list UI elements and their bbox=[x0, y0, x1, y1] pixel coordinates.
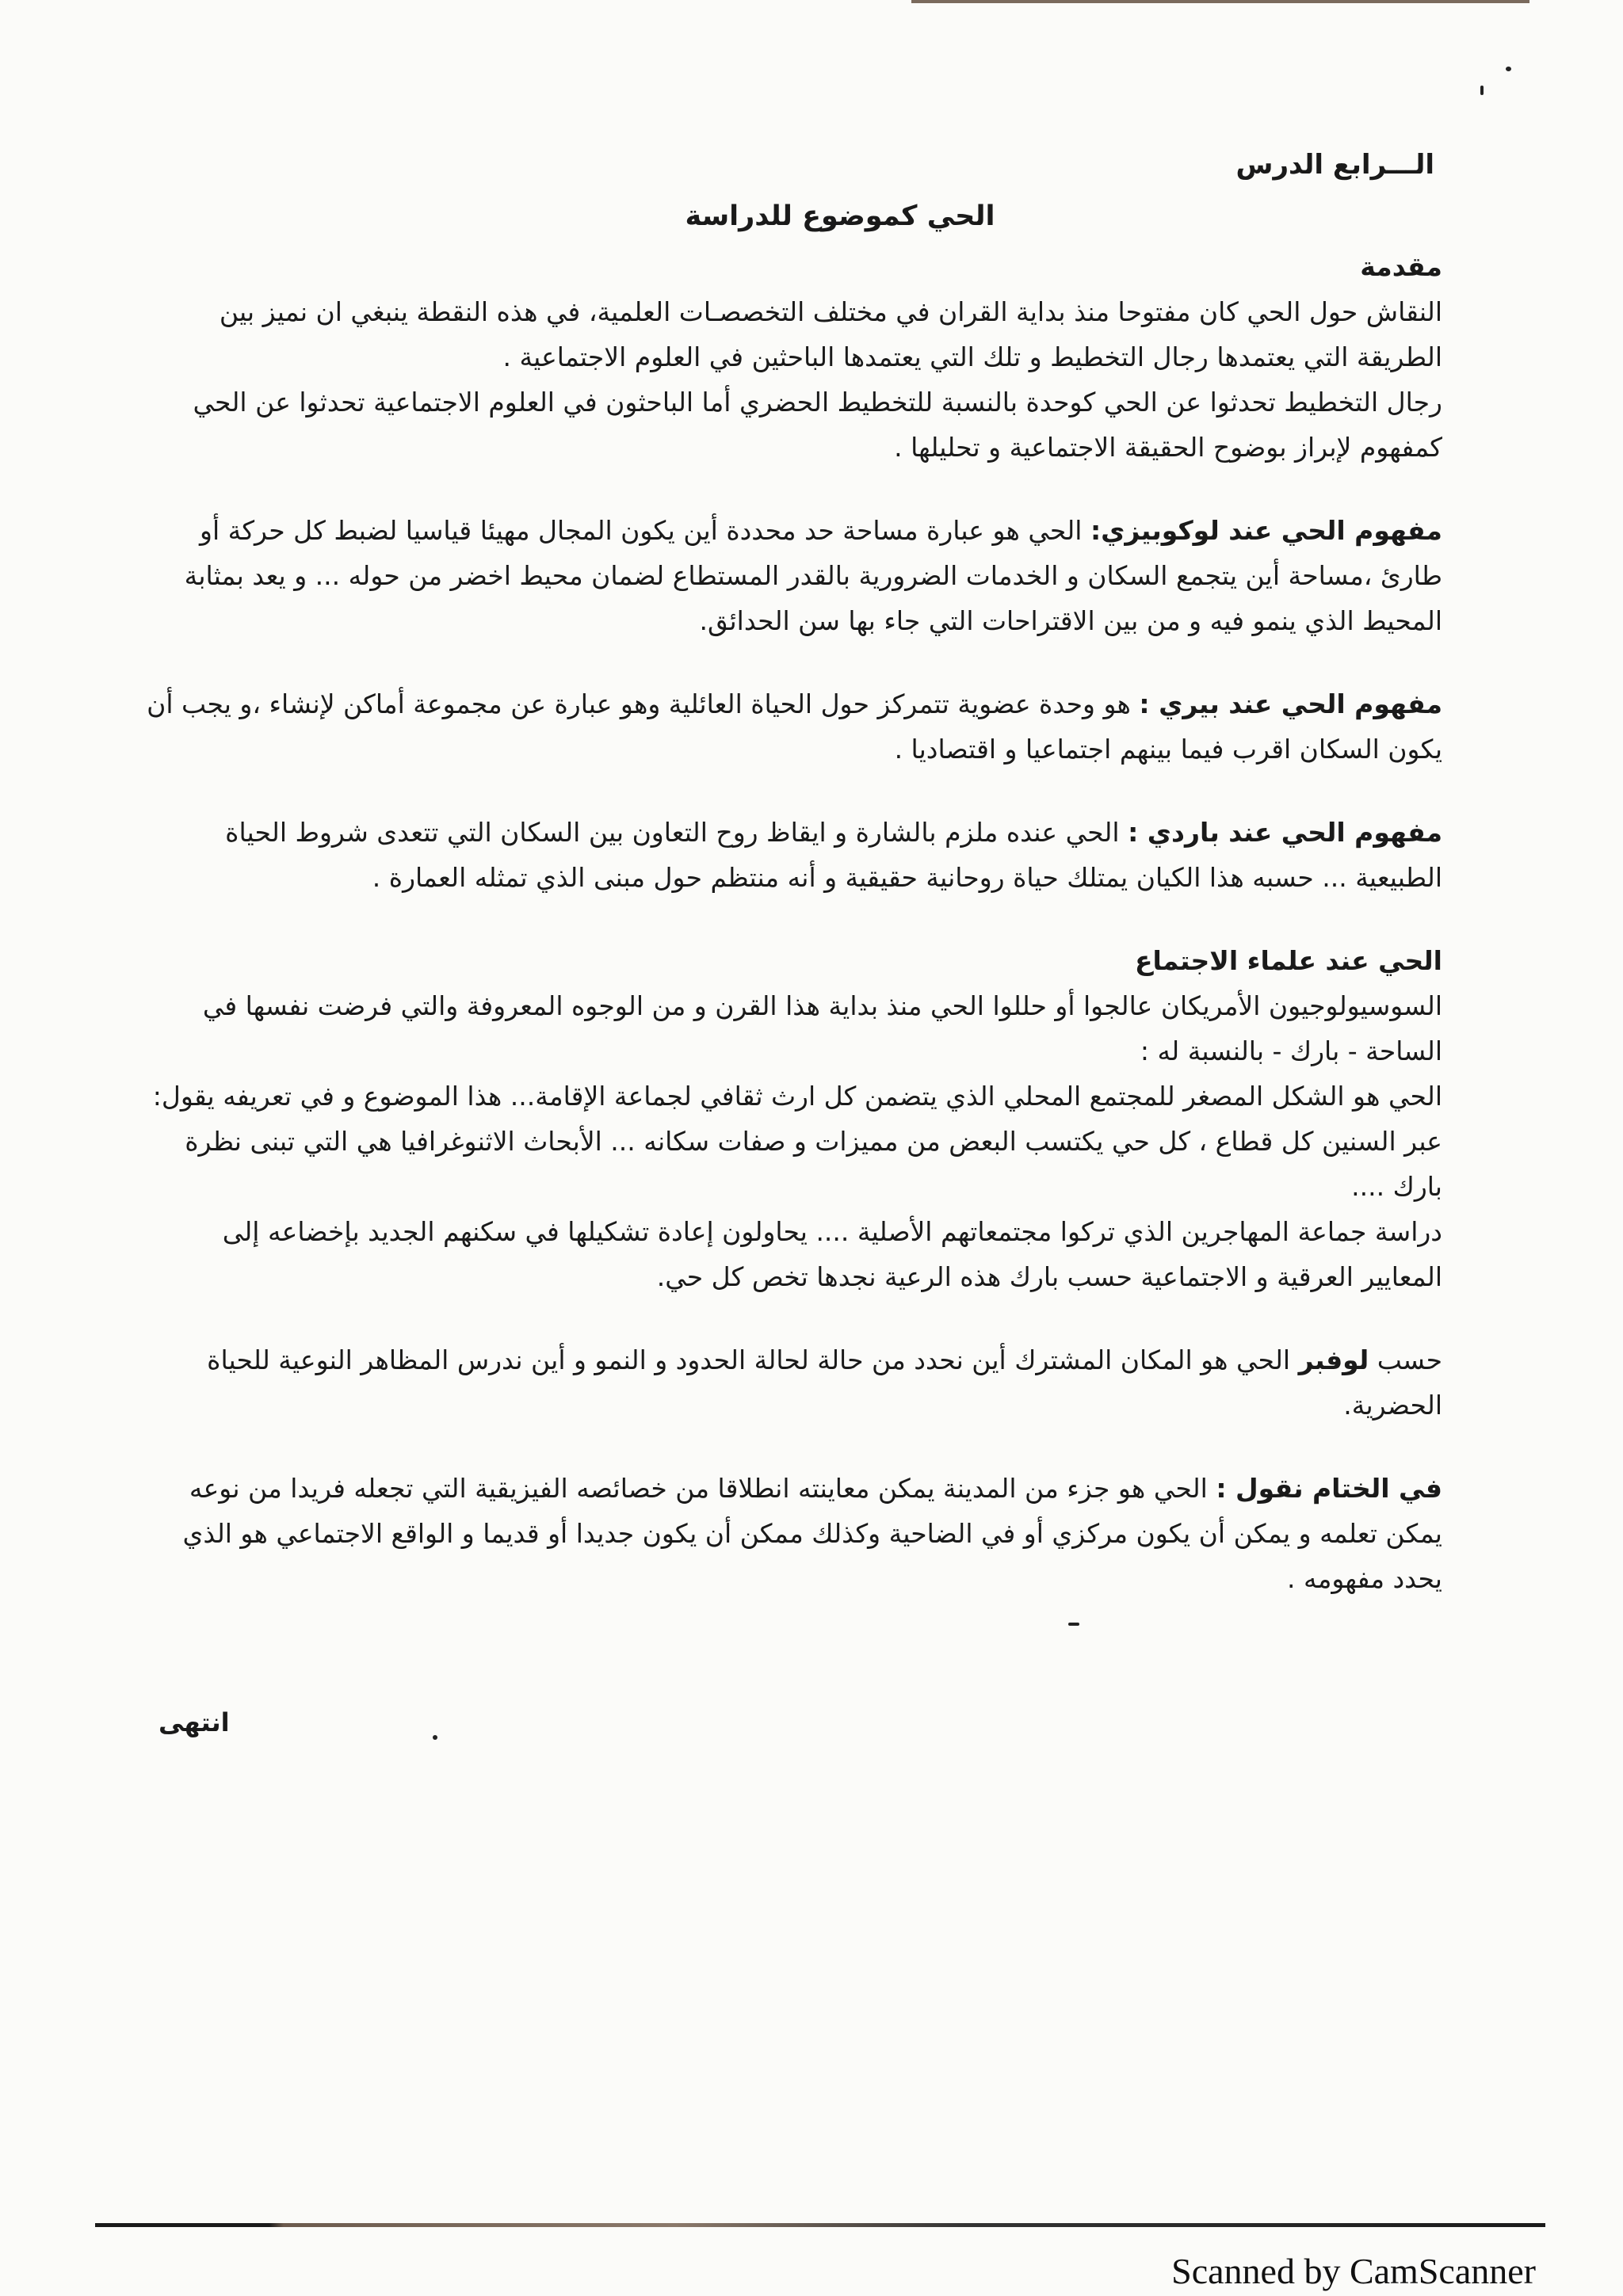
intro-heading: مقدمة bbox=[1360, 251, 1442, 282]
biri-section bbox=[143, 681, 1442, 772]
scan-top-edge bbox=[911, 0, 1529, 11]
sociologists-paragraph-4: دراسة جماعة المهاجرين الذي تركوا مجتمعاتهم الأصلية .... يحاولون إعادة تشكيلها في سكنهم الجديد بإخضاعه إلى المعايير العرقية و الاجتماعية حسب بارك هذه الرعية نجدها تخص كل حي. bbox=[222, 1216, 1442, 1292]
conclusion-text: الحي هو جزء من المدينة يمكن معاينته انطلاقا من خصائصه الفيزيقية التي تجعله فريدا من نوعه يمكن تعلمه و يمكن أن يكون مركزي أو في الضاحية وكذلك ممكن أن يكون جديدا أو قديما و الواقع الاجتماعي هو الذي يحدد مفهومه . bbox=[182, 1473, 1442, 1594]
sociologists-section bbox=[143, 938, 1442, 1299]
intro-section bbox=[143, 244, 1442, 470]
scan-bottom-rule bbox=[95, 2223, 1545, 2227]
lofabr-section bbox=[143, 1337, 1442, 1428]
document-title: الحي كموضوع للدراسة bbox=[685, 200, 995, 232]
lofabr-text: الحي هو المكان المشترك أين نحدد من حالة لحالة الحدود و النمو و أين ندرس المظاهر النوعية للحياة الحضرية. bbox=[207, 1344, 1442, 1421]
intro-paragraph-1: النقاش حول الحي كان مفتوحا منذ بداية القران في مختلف التخصصـات العلمية، في هذه النقطة ينبغي ان نميز بين الطريقة التي يعتمدها رجال التخطيط و تلك التي يعتمدها الباحثين في العلوم الاجتماعية . bbox=[219, 296, 1442, 372]
sociologists-paragraph-2: الحي هو الشكل المصغر للمجتمع المحلي الذي يتضمن كل ارث ثقافي لجماعة الإقامة... هذا الموضوع و في تعريفه يقول: bbox=[152, 1081, 1442, 1112]
bardi-section bbox=[143, 810, 1442, 900]
lokobizi-section bbox=[143, 508, 1442, 643]
sociologists-paragraph-3: عبر السنين كل قطاع ، كل حي يكتسب البعض من مميزات و صفات سكانه ... الأبحاث الاثنوغرافيا هي التي تبنى نظرة بارك .... bbox=[185, 1126, 1442, 1202]
scan-speck bbox=[1480, 86, 1484, 95]
conclusion-heading: في الختام نقول : bbox=[1216, 1473, 1442, 1504]
biri-paragraph bbox=[143, 681, 1442, 772]
document-body bbox=[143, 143, 1442, 1601]
lofabr-name: لوفبر bbox=[1298, 1344, 1369, 1375]
sociologists-heading: الحي عند علماء الاجتماع bbox=[1134, 945, 1442, 976]
camscanner-watermark: Scanned by CamScanner bbox=[1171, 2251, 1536, 2291]
conclusion-section bbox=[143, 1466, 1442, 1601]
bardi-heading: مفهوم الحي عند باردي : bbox=[1128, 817, 1442, 848]
sociologists-paragraph-1: السوسيولوجيون الأمريكان عالجوا أو حللوا الحي منذ بداية هذا القرن و من الوجوه المعروفة والتي فرضت نفسها في الساحة - بارك - بالنسبة له : bbox=[202, 990, 1442, 1066]
bardi-paragraph bbox=[143, 810, 1442, 900]
lokobizi-paragraph bbox=[143, 508, 1442, 643]
scan-speck bbox=[433, 1735, 437, 1740]
biri-heading: مفهوم الحي عند بيري : bbox=[1139, 688, 1442, 719]
intro-paragraph-2: رجال التخطيط تحدثوا عن الحي كوحدة بالنسبة للتخطيط الحضري أما الباحثون في العلوم الاجتماعية تحدثوا عن الحي كمفهوم لإبراز بوضوح الحقيقة الاجتماعية و تحليلها . bbox=[193, 387, 1442, 463]
lofabr-paragraph bbox=[143, 1337, 1442, 1428]
conclusion-paragraph bbox=[143, 1466, 1442, 1601]
lokobizi-text: الحي هو عبارة مساحة حد محددة أين يكون المجال مهيئا قياسيا لضبط كل حركة أو طارئ ،مساحة أين يتجمع السكان و الخدمات الضرورية بالقدر المستطاع لضمان محيط اخضر من حوله ... و يعد بمثابة المحيط الذي ينمو فيه و من بين الاقتراحات التي جاء بها سن الحدائق. bbox=[184, 515, 1442, 636]
lofabr-prefix: حسب bbox=[1369, 1344, 1442, 1375]
lesson-label: الـــرابع الدرس bbox=[1235, 149, 1434, 181]
end-note: انتهى bbox=[158, 1707, 230, 1737]
scan-speck bbox=[1506, 67, 1511, 71]
scan-speck bbox=[1068, 1623, 1079, 1626]
biri-text: هو وحدة عضوية تتمركز حول الحياة العائلية وهو عبارة عن مجموعة أماكن لإنشاء ،و يجب أن يكون السكان اقرب فيما بينهم اجتماعيا و اقتصاديا . bbox=[147, 688, 1442, 765]
lokobizi-heading: مفهوم الحي عند لوكوبيزي: bbox=[1090, 515, 1442, 546]
bardi-text: الحي عنده ملزم بالشارة و ايقاظ روح التعاون بين السكان التي تتعدى شروط الحياة الطبيعية ... حسبه هذا الكيان يمتلك حياة روحانية حقيقية و أنه منتظم حول مبنى الذي تمثله العمارة . bbox=[225, 817, 1442, 893]
